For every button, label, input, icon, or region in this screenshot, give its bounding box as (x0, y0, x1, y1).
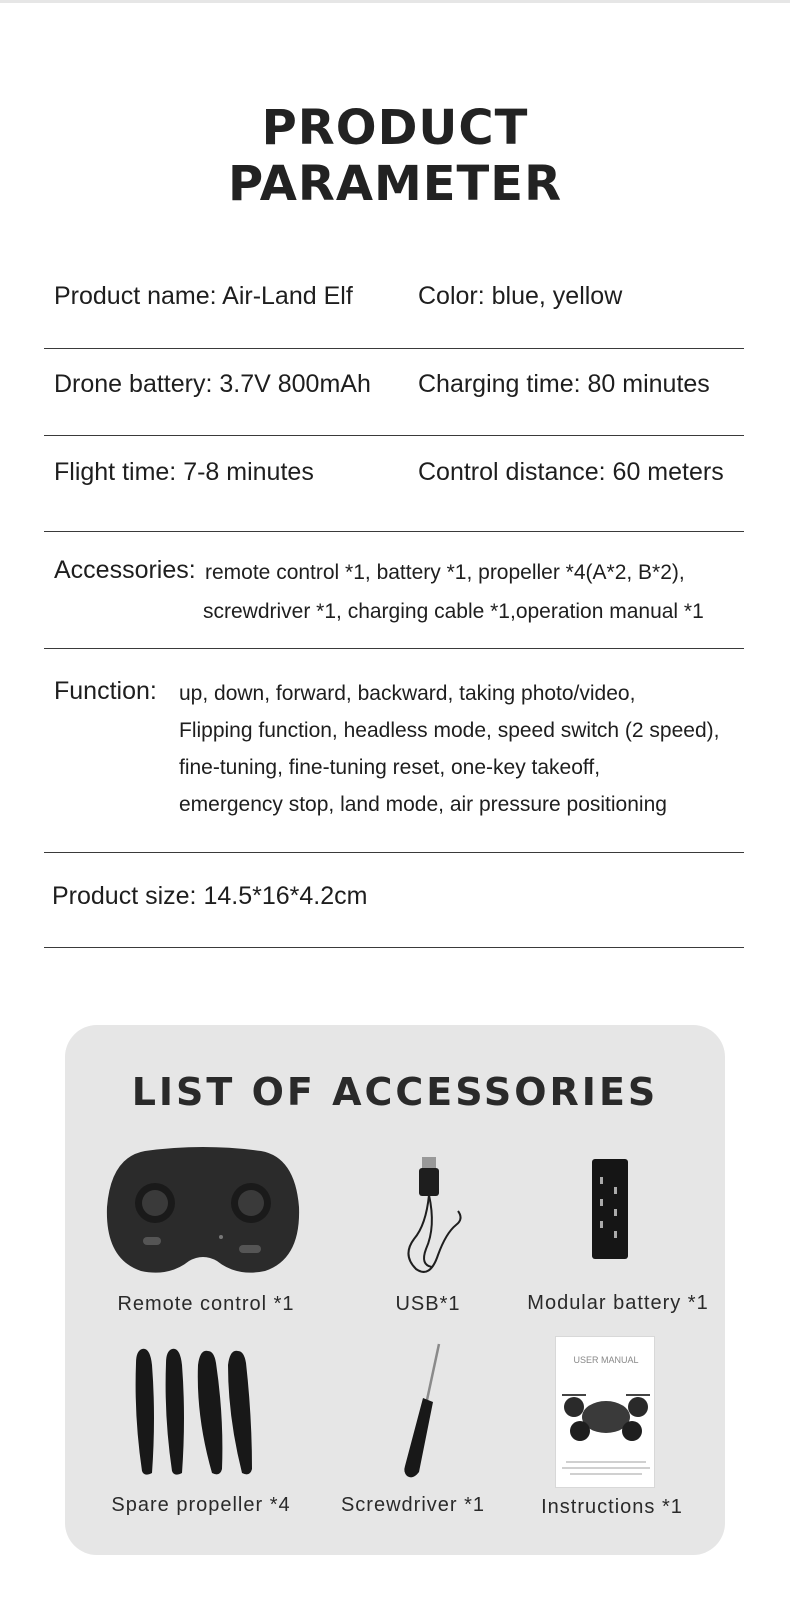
param-function-label: Function: (54, 677, 157, 705)
row-divider (44, 648, 744, 649)
row-divider (44, 852, 744, 853)
page-title-line1: PRODUCT (261, 100, 529, 156)
param-function-line2: Flipping function, headless mode, speed switch (2 speed), (179, 719, 720, 742)
top-divider (0, 0, 790, 3)
param-function-line3: fine-tuning, fine-tuning reset, one-key takeoff, (179, 756, 601, 779)
row-divider (44, 947, 744, 948)
usb-cable-icon (396, 1155, 468, 1285)
row-divider (44, 435, 744, 436)
drone-image (560, 1377, 652, 1447)
manual-cover-title: USER MANUAL (573, 1355, 639, 1365)
caption-battery: Modular battery *1 (527, 1292, 709, 1314)
accessories-panel-title: LIST OF ACCESSORIES (131, 1070, 659, 1114)
param-drone-battery: Drone battery: 3.7V 800mAh (54, 370, 371, 398)
propeller-icon (132, 1347, 254, 1479)
screwdriver-icon (393, 1342, 449, 1482)
caption-propeller: Spare propeller *4 (111, 1494, 291, 1516)
remote-control-icon (105, 1147, 301, 1277)
param-function-line1: up, down, forward, backward, taking photo/video, (179, 682, 636, 705)
param-charging-time: Charging time: 80 minutes (418, 370, 710, 398)
param-control-distance: Control distance: 60 meters (418, 458, 724, 486)
caption-usb: USB*1 (395, 1293, 461, 1315)
row-divider (44, 348, 744, 349)
param-accessories-label: Accessories: (54, 556, 196, 584)
param-product-size: Product size: 14.5*16*4.2cm (52, 882, 368, 910)
manual-icon (555, 1336, 655, 1488)
param-accessories-line2: screwdriver *1, charging cable *1,operation manual *1 (203, 600, 704, 623)
page-title-line2: PARAMETER (227, 156, 563, 212)
param-product-name: Product name: Air-Land Elf (54, 282, 353, 310)
param-flight-time: Flight time: 7-8 minutes (54, 458, 314, 486)
battery-icon (590, 1157, 630, 1261)
param-accessories-line1: remote control *1, battery *1, propeller *4(A*2, B*2), (205, 561, 685, 584)
row-divider (44, 531, 744, 532)
caption-screwdriver: Screwdriver *1 (340, 1494, 486, 1516)
caption-remote-control: Remote control *1 (117, 1293, 295, 1315)
param-color: Color: blue, yellow (418, 282, 623, 310)
caption-instructions: Instructions *1 (541, 1496, 683, 1518)
param-function-line4: emergency stop, land mode, air pressure positioning (179, 793, 667, 816)
